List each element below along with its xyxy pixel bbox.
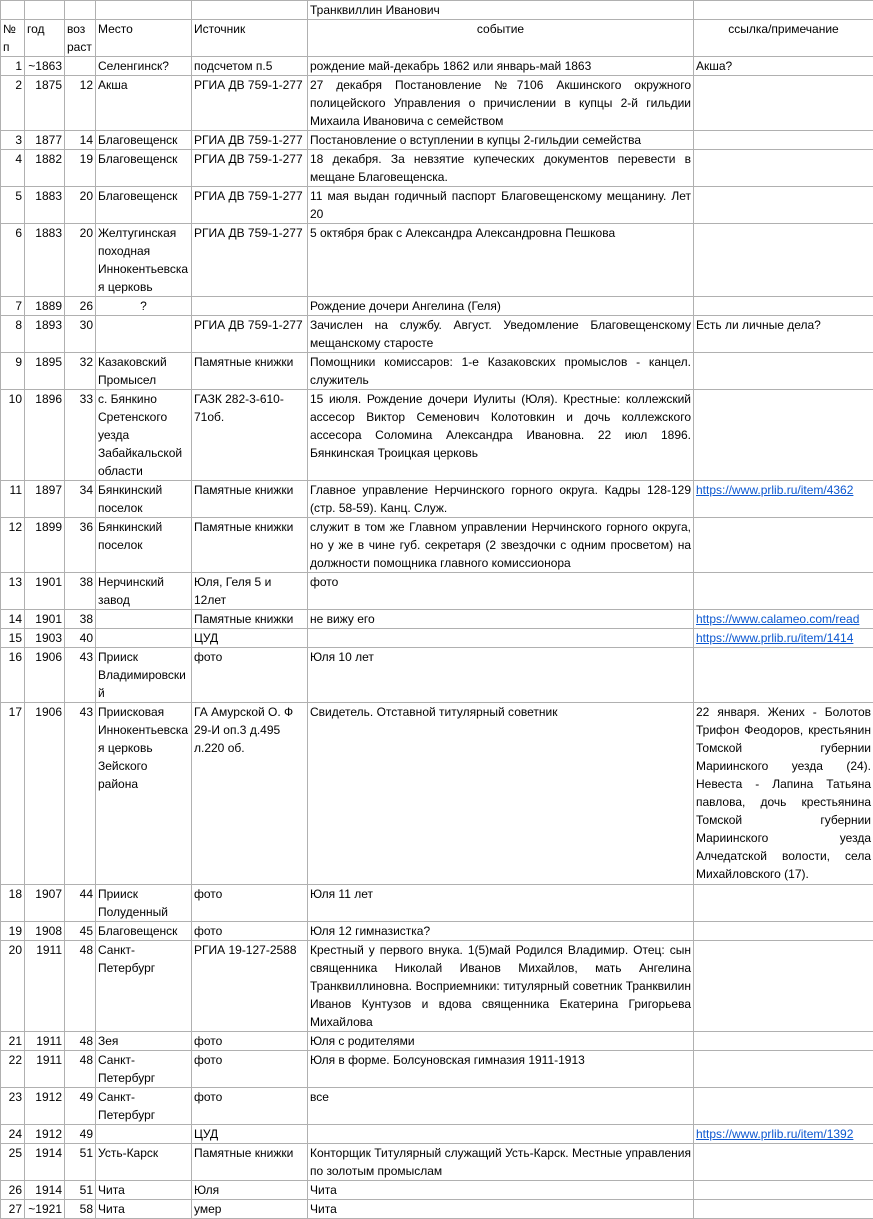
cell-year[interactable]: 1901 — [25, 573, 65, 610]
cell-age[interactable]: 49 — [65, 1088, 96, 1125]
cell-note[interactable] — [694, 131, 873, 150]
cell-age[interactable]: 40 — [65, 629, 96, 648]
cell-place[interactable]: Прииск Владимировский — [96, 648, 192, 703]
cell-place[interactable]: Усть-Карск — [96, 1144, 192, 1181]
cell-event[interactable]: служит в том же Главном управлении Нерчинского горного округа, но у же в чине губ. секретаря (2 звездочки с одним просветом) на должности помощника главного комиссионора — [308, 518, 694, 573]
cell-place[interactable]: Санкт-Петербург — [96, 1088, 192, 1125]
cell-year[interactable]: 1907 — [25, 885, 65, 922]
table-row — [1, 1051, 873, 1088]
cell-note[interactable]: https://www.prlib.ru/item/4362 — [694, 481, 873, 518]
cell-event[interactable]: Крестный у первого внука. 1(5)май Родился Владимир. Отец: сын священника Николай Иванов Михайлов, мать Ангелина Транквиллиновна. Восприемники: титулярный советник Транквилин Иванов Кунтузов и вдова священника Екатерина Григорьева Михайлова — [308, 941, 694, 1032]
cell-blank[interactable] — [1, 1, 25, 20]
cell-year[interactable]: 1896 — [25, 390, 65, 481]
cell-note[interactable] — [694, 187, 873, 224]
cell-source[interactable]: фото — [192, 922, 308, 941]
cell-place[interactable]: Чита — [96, 1181, 192, 1200]
table-row — [1, 187, 873, 224]
cell-place[interactable] — [96, 316, 192, 353]
table-row — [1, 297, 873, 316]
header-place[interactable]: Место — [96, 20, 192, 57]
cell-place[interactable]: Приисковая Иннокентьевская церковь Зейского района — [96, 703, 192, 885]
cell-place[interactable]: Благовещенск — [96, 922, 192, 941]
cell-age[interactable]: 44 — [65, 885, 96, 922]
cell-source[interactable]: Памятные книжки — [192, 610, 308, 629]
header-source[interactable]: Источник — [192, 20, 308, 57]
table-row — [1, 1125, 873, 1144]
cell-event[interactable]: фото — [308, 573, 694, 610]
cell-num[interactable]: 5 — [1, 187, 25, 224]
cell-source[interactable]: подсчетом п.5 — [192, 57, 308, 76]
table-row — [1, 1088, 873, 1125]
table-row — [1, 1200, 873, 1219]
cell-source[interactable]: фото — [192, 1051, 308, 1088]
cell-event[interactable]: Главное управление Нерчинского горного округа. Кадры 128-129 (стр. 58-59). Канц. Служ. — [308, 481, 694, 518]
cell-num[interactable]: 13 — [1, 573, 25, 610]
cell-event[interactable]: 15 июля. Рождение дочери Иулиты (Юля). Крестные: коллежский ассесор Виктор Семенович Колотовкин и дочь коллежского ассесора Соломина Александра Ивановна. 22 июл 1896. Бянкинская Троицкая церковь — [308, 390, 694, 481]
cell-num[interactable]: 4 — [1, 150, 25, 187]
cell-age[interactable]: 38 — [65, 573, 96, 610]
cell-age[interactable]: 36 — [65, 518, 96, 573]
cell-year[interactable]: 1899 — [25, 518, 65, 573]
cell-num[interactable]: 25 — [1, 1144, 25, 1181]
cell-event[interactable] — [308, 1125, 694, 1144]
table-row — [1, 1181, 873, 1200]
cell-note[interactable] — [694, 1200, 873, 1219]
table-row — [1, 150, 873, 187]
cell-num[interactable]: 9 — [1, 353, 25, 390]
cell-num[interactable]: 16 — [1, 648, 25, 703]
table-row — [1, 703, 873, 885]
cell-age[interactable]: 48 — [65, 1051, 96, 1088]
cell-source[interactable]: умер — [192, 1200, 308, 1219]
cell-source[interactable]: Памятные книжки — [192, 1144, 308, 1181]
cell-age[interactable]: 45 — [65, 922, 96, 941]
title-row — [1, 1, 873, 20]
cell-place[interactable]: с. Бянкино Сретенского уезда Забайкальской области — [96, 390, 192, 481]
cell-event[interactable]: Конторщик Титулярный служащий Усть-Карск. Местные управления по золотым промыслам — [308, 1144, 694, 1181]
cell-blank[interactable] — [694, 1, 873, 20]
cell-note[interactable]: 22 января. Жених - Болотов Трифон Феодоров, крестьянин Томской губернии Мариинского уезда (24). Невеста - Лапина Татьяна павлова, дочь крестьянина Томской губернии Мариинского уезда Алчедатской волости, села Михайловского (17). — [694, 703, 873, 885]
header-year[interactable]: год — [25, 20, 65, 57]
cell-note[interactable] — [694, 648, 873, 703]
cell-note[interactable] — [694, 390, 873, 481]
cell-place[interactable]: Чита — [96, 1200, 192, 1219]
cell-num[interactable]: 6 — [1, 224, 25, 297]
cell-year[interactable]: 1895 — [25, 353, 65, 390]
cell-year[interactable]: 1912 — [25, 1125, 65, 1144]
cell-place[interactable] — [96, 629, 192, 648]
cell-num[interactable]: 10 — [1, 390, 25, 481]
cell-blank[interactable] — [192, 1, 308, 20]
cell-event[interactable]: Чита — [308, 1181, 694, 1200]
cell-note[interactable] — [694, 518, 873, 573]
cell-place[interactable]: Санкт-Петербург — [96, 1051, 192, 1088]
cell-note[interactable]: Есть ли личные дела? — [694, 316, 873, 353]
cell-place[interactable]: Санкт-Петербург — [96, 941, 192, 1032]
header-age[interactable]: воз раст — [65, 20, 96, 57]
cell-event[interactable]: Чита — [308, 1200, 694, 1219]
cell-source[interactable]: Памятные книжки — [192, 518, 308, 573]
cell-year[interactable]: 1883 — [25, 224, 65, 297]
cell-age[interactable]: 58 — [65, 1200, 96, 1219]
cell-year[interactable]: 1903 — [25, 629, 65, 648]
cell-age[interactable]: 20 — [65, 187, 96, 224]
cell-year[interactable]: 1912 — [25, 1088, 65, 1125]
cell-num[interactable]: 21 — [1, 1032, 25, 1051]
cell-source[interactable]: РГИА ДВ 759-1-277 — [192, 316, 308, 353]
cell-year[interactable]: 1882 — [25, 150, 65, 187]
cell-place[interactable]: Акша — [96, 76, 192, 131]
cell-year[interactable]: 1914 — [25, 1181, 65, 1200]
cell-year[interactable]: 1889 — [25, 297, 65, 316]
cell-num[interactable]: 7 — [1, 297, 25, 316]
cell-event[interactable]: Юля 12 гимназистка? — [308, 922, 694, 941]
cell-num[interactable]: 20 — [1, 941, 25, 1032]
cell-source[interactable]: ГА Амурской О. Ф 29-И оп.3 д.495 л.220 об. — [192, 703, 308, 885]
cell-place[interactable]: Прииск Полуденный — [96, 885, 192, 922]
cell-age[interactable]: 30 — [65, 316, 96, 353]
cell-place[interactable]: Зея — [96, 1032, 192, 1051]
cell-num[interactable]: 27 — [1, 1200, 25, 1219]
cell-note[interactable] — [694, 941, 873, 1032]
cell-age[interactable]: 20 — [65, 224, 96, 297]
cell-event[interactable]: Юля 10 лет — [308, 648, 694, 703]
table-row — [1, 518, 873, 573]
cell-year[interactable]: 1914 — [25, 1144, 65, 1181]
cell-place[interactable]: Благовещенск — [96, 150, 192, 187]
table-row — [1, 573, 873, 610]
cell-event[interactable]: рождение май-декабрь 1862 или январь-май 1863 — [308, 57, 694, 76]
cell-note[interactable] — [694, 1051, 873, 1088]
cell-age[interactable]: 43 — [65, 648, 96, 703]
cell-source[interactable]: Юля — [192, 1181, 308, 1200]
cell-year[interactable]: 1883 — [25, 187, 65, 224]
cell-num[interactable]: 12 — [1, 518, 25, 573]
cell-age[interactable]: 26 — [65, 297, 96, 316]
cell-age[interactable]: 48 — [65, 941, 96, 1032]
cell-event[interactable]: Свидетель. Отставной титулярный советник — [308, 703, 694, 885]
cell-source[interactable]: фото — [192, 1032, 308, 1051]
cell-blank[interactable] — [25, 1, 65, 20]
cell-source[interactable]: РГИА ДВ 759-1-277 — [192, 187, 308, 224]
cell-source[interactable]: РГИА 19-127-2588 — [192, 941, 308, 1032]
cell-num[interactable]: 8 — [1, 316, 25, 353]
cell-num[interactable]: 19 — [1, 922, 25, 941]
table-row — [1, 941, 873, 1032]
cell-source[interactable]: Памятные книжки — [192, 481, 308, 518]
table-row — [1, 131, 873, 150]
cell-source[interactable]: Юля, Геля 5 и 12лет — [192, 573, 308, 610]
table-row — [1, 390, 873, 481]
cell-num[interactable]: 18 — [1, 885, 25, 922]
cell-year[interactable]: 1906 — [25, 703, 65, 885]
cell-place[interactable]: Благовещенск — [96, 131, 192, 150]
cell-place[interactable]: Казаковский Промысел — [96, 353, 192, 390]
cell-age[interactable]: 14 — [65, 131, 96, 150]
cell-age[interactable]: 49 — [65, 1125, 96, 1144]
cell-note[interactable] — [694, 297, 873, 316]
cell-note[interactable]: https://www.calameo.com/read — [694, 610, 873, 629]
cell-note[interactable] — [694, 573, 873, 610]
cell-year[interactable]: ~1863 — [25, 57, 65, 76]
cell-place[interactable]: Селенгинск? — [96, 57, 192, 76]
table-row — [1, 57, 873, 76]
cell-note[interactable] — [694, 224, 873, 297]
cell-year[interactable]: 1893 — [25, 316, 65, 353]
cell-event[interactable]: все — [308, 1088, 694, 1125]
cell-place[interactable]: Желтугинская походная Иннокентьевская церковь — [96, 224, 192, 297]
cell-source[interactable] — [192, 297, 308, 316]
cell-num[interactable]: 17 — [1, 703, 25, 885]
cell-source[interactable]: ГАЗК 282-3-610-71об. — [192, 390, 308, 481]
cell-age[interactable]: 38 — [65, 610, 96, 629]
cell-source[interactable]: фото — [192, 885, 308, 922]
cell-place[interactable]: Бянкинский поселок — [96, 481, 192, 518]
cell-year[interactable]: 1911 — [25, 1051, 65, 1088]
table-row — [1, 316, 873, 353]
table-row — [1, 610, 873, 629]
cell-note[interactable] — [694, 1181, 873, 1200]
table-row — [1, 629, 873, 648]
cell-source[interactable]: РГИА ДВ 759-1-277 — [192, 224, 308, 297]
cell-note[interactable]: https://www.prlib.ru/item/1392 — [694, 1125, 873, 1144]
cell-year[interactable]: 1906 — [25, 648, 65, 703]
cell-num[interactable]: 11 — [1, 481, 25, 518]
cell-place[interactable] — [96, 1125, 192, 1144]
cell-age[interactable]: 34 — [65, 481, 96, 518]
cell-age[interactable]: 51 — [65, 1181, 96, 1200]
cell-num[interactable]: 15 — [1, 629, 25, 648]
cell-event[interactable]: Рождение дочери Ангелина (Геля) — [308, 297, 694, 316]
cell-source[interactable]: РГИА ДВ 759-1-277 — [192, 131, 308, 150]
cell-event[interactable] — [308, 629, 694, 648]
cell-blank[interactable] — [65, 1, 96, 20]
cell-event[interactable]: Постановление о вступлении в купцы 2-гильдии семейства — [308, 131, 694, 150]
cell-source[interactable]: РГИА ДВ 759-1-277 — [192, 76, 308, 131]
cell-num[interactable]: 3 — [1, 131, 25, 150]
cell-num[interactable]: 23 — [1, 1088, 25, 1125]
cell-age[interactable]: 51 — [65, 1144, 96, 1181]
cell-note[interactable] — [694, 885, 873, 922]
cell-age[interactable]: 48 — [65, 1032, 96, 1051]
table-row — [1, 76, 873, 131]
header-num[interactable]: № п — [1, 20, 25, 57]
cell-source[interactable]: ЦУД — [192, 629, 308, 648]
cell-note[interactable] — [694, 1088, 873, 1125]
cell-year[interactable]: 1911 — [25, 1032, 65, 1051]
cell-place[interactable]: Нерчинский завод — [96, 573, 192, 610]
cell-note[interactable] — [694, 1144, 873, 1181]
cell-note[interactable] — [694, 1032, 873, 1051]
cell-year[interactable]: 1911 — [25, 941, 65, 1032]
table-row — [1, 885, 873, 922]
cell-age[interactable]: 32 — [65, 353, 96, 390]
cell-event[interactable]: Юля с родителями — [308, 1032, 694, 1051]
cell-source[interactable]: РГИА ДВ 759-1-277 — [192, 150, 308, 187]
table-row — [1, 224, 873, 297]
cell-event[interactable]: Юля 11 лет — [308, 885, 694, 922]
cell-year[interactable]: 1908 — [25, 922, 65, 941]
cell-num[interactable]: 22 — [1, 1051, 25, 1088]
cell-event[interactable]: Юля в форме. Болсуновская гимназия 1911-1913 — [308, 1051, 694, 1088]
cell-num[interactable]: 24 — [1, 1125, 25, 1144]
table-row — [1, 1144, 873, 1181]
cell-place[interactable] — [96, 610, 192, 629]
cell-source[interactable]: Памятные книжки — [192, 353, 308, 390]
sheet-title[interactable]: Транквиллин Иванович — [308, 1, 694, 20]
table-row — [1, 922, 873, 941]
cell-note[interactable] — [694, 353, 873, 390]
cell-event[interactable]: 11 мая выдан годичный паспорт Благовещенскому мещанину. Лет 20 — [308, 187, 694, 224]
cell-note[interactable] — [694, 922, 873, 941]
cell-note[interactable]: https://www.prlib.ru/item/1414 — [694, 629, 873, 648]
cell-note[interactable] — [694, 150, 873, 187]
cell-event[interactable]: не вижу его — [308, 610, 694, 629]
cell-blank[interactable] — [96, 1, 192, 20]
cell-year[interactable]: ~1921 — [25, 1200, 65, 1219]
cell-age[interactable]: 19 — [65, 150, 96, 187]
cell-event[interactable]: 27 декабря Постановление №7106 Акшинского окружного полицейского Управления о причислении в купцы 2-й гильдии Михаила Ивановича с семейством — [308, 76, 694, 131]
cell-year[interactable]: 1877 — [25, 131, 65, 150]
cell-num[interactable]: 14 — [1, 610, 25, 629]
cell-place[interactable]: Благовещенск — [96, 187, 192, 224]
header-note[interactable]: ссылка/примечание — [694, 20, 873, 57]
table-row — [1, 648, 873, 703]
table-row — [1, 353, 873, 390]
cell-year[interactable]: 1897 — [25, 481, 65, 518]
cell-num[interactable]: 1 — [1, 57, 25, 76]
cell-note[interactable]: Акша? — [694, 57, 873, 76]
table-row — [1, 481, 873, 518]
cell-year[interactable]: 1875 — [25, 76, 65, 131]
header-row — [1, 20, 873, 57]
cell-event[interactable]: Зачислен на службу. Август. Уведомление Благовещенскому мещанскому старосте — [308, 316, 694, 353]
table-row — [1, 1032, 873, 1051]
cell-place[interactable]: ? — [96, 297, 192, 316]
cell-event[interactable]: 18 декабря. За невзятие купеческих документов перевести в мещане Благовещенска. — [308, 150, 694, 187]
cell-source[interactable]: фото — [192, 1088, 308, 1125]
cell-source[interactable]: ЦУД — [192, 1125, 308, 1144]
cell-year[interactable]: 1901 — [25, 610, 65, 629]
cell-event[interactable]: Помощники комиссаров: 1-е Казаковских промыслов - канцел. служитель — [308, 353, 694, 390]
cell-age[interactable]: 33 — [65, 390, 96, 481]
cell-age[interactable]: 43 — [65, 703, 96, 885]
cell-source[interactable]: фото — [192, 648, 308, 703]
cell-num[interactable]: 26 — [1, 1181, 25, 1200]
cell-event[interactable]: 5 октября брак с Александра Александровна Пешкова — [308, 224, 694, 297]
cell-age[interactable] — [65, 57, 96, 76]
cell-place[interactable]: Бянкинский поселок — [96, 518, 192, 573]
cell-age[interactable]: 12 — [65, 76, 96, 131]
cell-num[interactable]: 2 — [1, 76, 25, 131]
cell-note[interactable] — [694, 76, 873, 131]
header-event[interactable]: событие — [308, 20, 694, 57]
